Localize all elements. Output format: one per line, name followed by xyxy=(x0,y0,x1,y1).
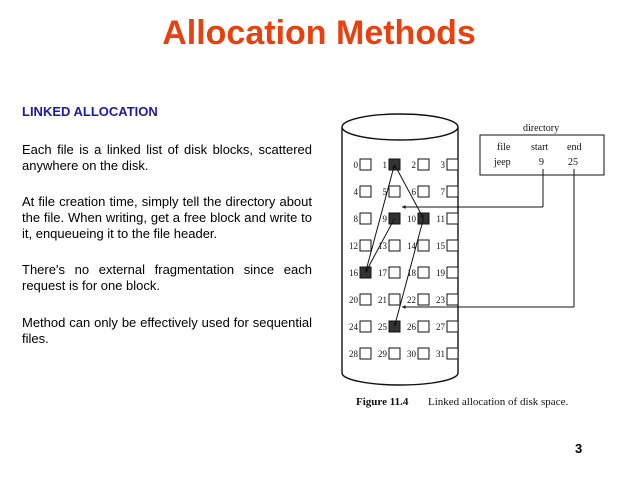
block-free xyxy=(447,321,458,332)
block-free xyxy=(418,240,429,251)
block-free xyxy=(447,159,458,170)
figure-caption-label: Figure 11.4 xyxy=(356,396,409,408)
block-free xyxy=(447,348,458,359)
block-free xyxy=(360,159,371,170)
block-free xyxy=(389,348,400,359)
cell-end: 25 xyxy=(568,157,578,168)
block-free xyxy=(389,240,400,251)
block-free xyxy=(389,186,400,197)
block-number: 29 xyxy=(378,349,387,359)
block-number: 10 xyxy=(407,214,416,224)
block-free xyxy=(360,213,371,224)
block-number: 22 xyxy=(407,295,416,305)
block-number: 19 xyxy=(436,268,445,278)
column-start: start xyxy=(531,142,549,153)
block-free xyxy=(418,267,429,278)
block-free xyxy=(360,294,371,305)
block-number: 9 xyxy=(382,214,387,224)
paragraph-linked-list: Each file is a linked list of disk blocks, scattered anywhere on the disk. xyxy=(22,142,312,173)
paragraph-sequential: Method can only be effectively used for sequential files. xyxy=(22,315,312,346)
directory-box xyxy=(480,135,604,175)
block-number: 13 xyxy=(378,241,387,251)
block-free xyxy=(418,321,429,332)
block-free xyxy=(418,159,429,170)
cell-file: jeep xyxy=(494,157,511,168)
directory-label: directory xyxy=(523,123,560,134)
block-number: 15 xyxy=(436,241,445,251)
block-number: 1 xyxy=(382,160,387,170)
block-number: 24 xyxy=(349,322,358,332)
block-free xyxy=(360,348,371,359)
block-number: 8 xyxy=(353,214,358,224)
block-number: 5 xyxy=(382,187,387,197)
block-number: 23 xyxy=(436,295,445,305)
block-free xyxy=(447,267,458,278)
block-free xyxy=(447,213,458,224)
block-number: 16 xyxy=(349,268,358,278)
linked-allocation-figure xyxy=(330,105,610,415)
block-free xyxy=(360,240,371,251)
block-number: 11 xyxy=(436,214,445,224)
block-free xyxy=(418,186,429,197)
page-number: 3 xyxy=(575,441,583,456)
block-free xyxy=(418,348,429,359)
block-number: 30 xyxy=(407,349,416,359)
block-number: 12 xyxy=(349,241,358,251)
block-free xyxy=(447,240,458,251)
block-number: 17 xyxy=(378,268,387,278)
block-number: 25 xyxy=(378,322,387,332)
block-number: 26 xyxy=(407,322,416,332)
block-number: 28 xyxy=(349,349,358,359)
block-free xyxy=(360,186,371,197)
block-free xyxy=(389,294,400,305)
block-number: 6 xyxy=(411,187,416,197)
block-free xyxy=(360,321,371,332)
cell-start: 9 xyxy=(539,157,544,168)
block-number: 21 xyxy=(378,295,387,305)
block-number: 27 xyxy=(436,322,445,332)
block-free xyxy=(418,294,429,305)
block-number: 4 xyxy=(353,187,358,197)
block-number: 14 xyxy=(407,241,416,251)
paragraph-fragmentation: There's no external fragmentation since each request is for one block. xyxy=(22,262,312,293)
block-free xyxy=(389,267,400,278)
slide-title: Allocation Methods xyxy=(162,14,476,52)
block-number: 3 xyxy=(440,160,445,170)
block-number: 2 xyxy=(411,160,416,170)
paragraph-file-creation: At file creation time, simply tell the directory about the file. When writing, get a free block and write to it, enqueueing it to the file header. xyxy=(22,194,312,241)
block-number: 31 xyxy=(436,349,445,359)
column-end: end xyxy=(567,142,582,153)
block-free xyxy=(447,186,458,197)
figure-caption-text: Linked allocation of disk space. xyxy=(428,396,569,408)
column-file: file xyxy=(497,142,511,153)
block-free xyxy=(447,294,458,305)
block-number: 20 xyxy=(349,295,358,305)
block-number: 7 xyxy=(440,187,445,197)
block-number: 0 xyxy=(353,160,358,170)
section-heading: LINKED ALLOCATION xyxy=(22,104,158,119)
block-number: 18 xyxy=(407,268,416,278)
